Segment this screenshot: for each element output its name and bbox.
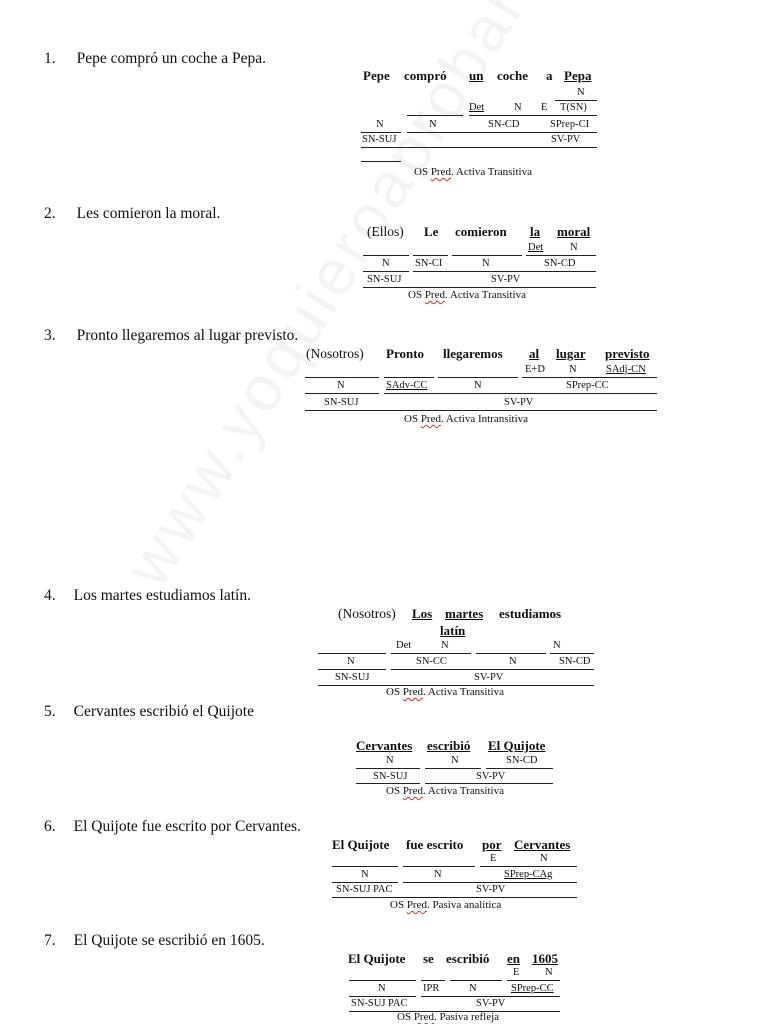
sentence-7-word: escribió xyxy=(446,951,490,966)
tree-line xyxy=(363,255,409,256)
sentence-2-word: (Ellos) xyxy=(367,224,404,239)
label: N xyxy=(434,869,442,880)
sentence-4-word: estudiamos xyxy=(499,606,562,621)
label: E xyxy=(513,967,520,978)
label: SV-PV xyxy=(474,672,504,683)
tree-line xyxy=(522,377,657,378)
label: SN-CD xyxy=(506,755,538,766)
label: T(SN) xyxy=(560,102,587,113)
label: SPrep-CC xyxy=(511,983,554,994)
analysis-result: OS Pred. Activa Transitiva xyxy=(414,166,532,178)
label: SV-PV xyxy=(551,134,581,145)
tree-line xyxy=(526,255,596,256)
tree-line xyxy=(356,768,420,769)
tree-line xyxy=(550,653,594,654)
question-7: 7. El Quijote se escribió en 1605. xyxy=(44,932,265,949)
label: N xyxy=(482,258,490,269)
label: N xyxy=(441,640,449,651)
sentence-3-word: previsto xyxy=(605,346,650,361)
tree-line xyxy=(305,377,379,378)
tree-line xyxy=(450,980,502,981)
sentence-1-word: coche xyxy=(497,68,529,83)
sentence-7-word: El Quijote xyxy=(348,951,406,966)
tree-line xyxy=(469,115,597,116)
tree-line xyxy=(349,980,416,981)
tree-line xyxy=(361,132,401,133)
tree-line xyxy=(403,866,475,867)
tree-line xyxy=(452,255,522,256)
tree-line xyxy=(407,132,597,133)
label: SPrep-CAg xyxy=(504,869,553,880)
label: N xyxy=(347,656,355,667)
label: SV-PV xyxy=(491,274,521,285)
analysis-result: OS Pred. Activa Transitiva xyxy=(408,289,526,301)
tree-line xyxy=(384,393,657,394)
tree-line xyxy=(363,271,409,272)
sentence-6-word: por xyxy=(482,837,502,852)
label: N xyxy=(382,258,390,269)
tree-line xyxy=(332,897,577,898)
label: N xyxy=(376,119,384,130)
label: SN-SUJ xyxy=(373,771,408,782)
tree-line xyxy=(413,271,596,272)
label: E xyxy=(490,853,497,864)
sentence-3-word: (Nosotros) xyxy=(306,346,364,361)
tree-line xyxy=(421,996,560,997)
sentence-7-word: en xyxy=(507,951,520,966)
question-6: 6. El Quijote fue escrito por Cervantes. xyxy=(44,818,301,835)
sentence-1-word: compró xyxy=(404,68,447,83)
sentence-2-word: moral xyxy=(557,224,591,239)
sentence-3-word: Pronto xyxy=(386,346,425,361)
label: SN-SUJ xyxy=(362,134,397,145)
sentence-2-word: la xyxy=(530,224,541,239)
label: N xyxy=(545,967,553,978)
tree-line xyxy=(361,161,401,162)
tree-line xyxy=(349,996,416,997)
tree-line xyxy=(407,115,463,116)
tree-line xyxy=(421,980,445,981)
tree-line xyxy=(318,653,386,654)
analysis-result: OS Pred. Activa Intransitiva xyxy=(404,413,529,425)
label: N xyxy=(577,87,585,98)
label: SV-PV xyxy=(476,771,506,782)
sentence-4-word: Los xyxy=(412,606,433,621)
label: E+D xyxy=(525,364,545,375)
tree-line xyxy=(507,980,560,981)
label: SV-PV xyxy=(504,397,534,408)
tree-line xyxy=(438,377,518,378)
label: SAdj-CN xyxy=(606,364,646,375)
sentence-2-word: Le xyxy=(424,224,439,239)
sentence-3-word: llegaremos xyxy=(443,346,503,361)
tree-line xyxy=(486,768,553,769)
analysis-result: OS Pred. Activa Transitiva xyxy=(386,785,504,797)
sentence-1-word: Pepa xyxy=(564,68,592,83)
tree-line xyxy=(361,147,597,148)
sentence-6-word: El Quijote xyxy=(332,837,390,852)
label: N xyxy=(451,755,459,766)
tree-line xyxy=(318,669,386,670)
label: N xyxy=(474,380,482,391)
question-4: 4. Los martes estudiamos latín. xyxy=(44,587,251,604)
tree-line xyxy=(384,377,434,378)
label: SN-CC xyxy=(416,656,447,667)
label: Det xyxy=(469,102,485,113)
label: SN-CI xyxy=(415,258,443,269)
label: N xyxy=(509,656,517,667)
analysis-result: OS Pred. Pasiva analítica xyxy=(390,899,502,911)
tree-line xyxy=(413,255,448,256)
sentence-4-word: latín xyxy=(440,623,466,638)
analysis-result: OS Pred. Pasiva refleja xyxy=(397,1011,500,1023)
sentence-4-word: martes xyxy=(445,606,484,621)
label: N xyxy=(469,983,477,994)
tree-line xyxy=(305,393,379,394)
label: IPR xyxy=(423,983,440,994)
tree-line xyxy=(425,783,553,784)
sentence-5-word: El Quijote xyxy=(488,738,546,753)
sentence-5-word: escribió xyxy=(427,738,471,753)
label: SN-CD xyxy=(488,119,520,130)
question-5: 5. Cervantes escribió el Quijote xyxy=(44,703,254,720)
label: SN-CD xyxy=(544,258,576,269)
label: SN-SUJ xyxy=(335,672,370,683)
label: N xyxy=(570,242,578,253)
label: N xyxy=(378,983,386,994)
tree-line xyxy=(391,653,471,654)
sentence-5-word: Cervantes xyxy=(356,738,413,753)
label: SN-SUJ xyxy=(324,397,359,408)
tree-line xyxy=(391,669,594,670)
label: N xyxy=(540,853,548,864)
label: N xyxy=(361,869,369,880)
tree-line xyxy=(425,768,481,769)
label: SPrep-CI xyxy=(550,119,590,130)
sentence-2-word: comieron xyxy=(455,224,507,239)
question-3: 3. Pronto llegaremos al lugar previsto. xyxy=(44,327,299,344)
label: N xyxy=(569,364,577,375)
tree-line xyxy=(332,866,398,867)
label: N xyxy=(386,755,394,766)
sentence-7-word: se xyxy=(423,951,434,966)
tree-line xyxy=(305,410,657,411)
label: SN-SUJ xyxy=(367,274,402,285)
question-1: 1. Pepe compró un coche a Pepa. xyxy=(44,50,267,67)
analysis-result: OS Pred. Activa Transitiva xyxy=(386,686,504,698)
label: SN-SUJ PAC xyxy=(351,998,408,1009)
label: N xyxy=(553,640,561,651)
question-2: 2. Les comieron la moral. xyxy=(44,205,221,222)
label: SAdv-CC xyxy=(386,380,428,391)
label: SV-PV xyxy=(476,998,506,1009)
label: SN-SUJ PAC xyxy=(336,884,393,895)
sentence-1-word: a xyxy=(546,68,553,83)
tree-line xyxy=(332,882,398,883)
label: N xyxy=(429,119,437,130)
tree-line xyxy=(476,653,546,654)
sentence-4-word: (Nosotros) xyxy=(338,606,396,621)
label: SPrep-CC xyxy=(566,380,609,391)
sentence-3-word: al xyxy=(529,346,540,361)
label: E xyxy=(541,102,548,113)
label: N xyxy=(514,102,522,113)
tree-line xyxy=(356,783,420,784)
tree-line xyxy=(555,100,597,101)
label: N xyxy=(337,380,345,391)
sentence-1-word: Pepe xyxy=(363,68,390,83)
label: SV-PV xyxy=(476,884,506,895)
label: SN-CD xyxy=(559,656,591,667)
label: Det xyxy=(528,242,544,253)
sentence-7-word: 1605 xyxy=(532,951,558,966)
tree-line xyxy=(363,287,596,288)
tree-line xyxy=(480,866,577,867)
sentence-6-word: Cervantes xyxy=(514,837,571,852)
tree-line xyxy=(403,882,577,883)
label: Det xyxy=(396,640,412,651)
sentence-1-word: un xyxy=(469,68,484,83)
sentence-6-word: fue escrito xyxy=(406,837,464,852)
sentence-3-word: lugar xyxy=(556,346,586,361)
